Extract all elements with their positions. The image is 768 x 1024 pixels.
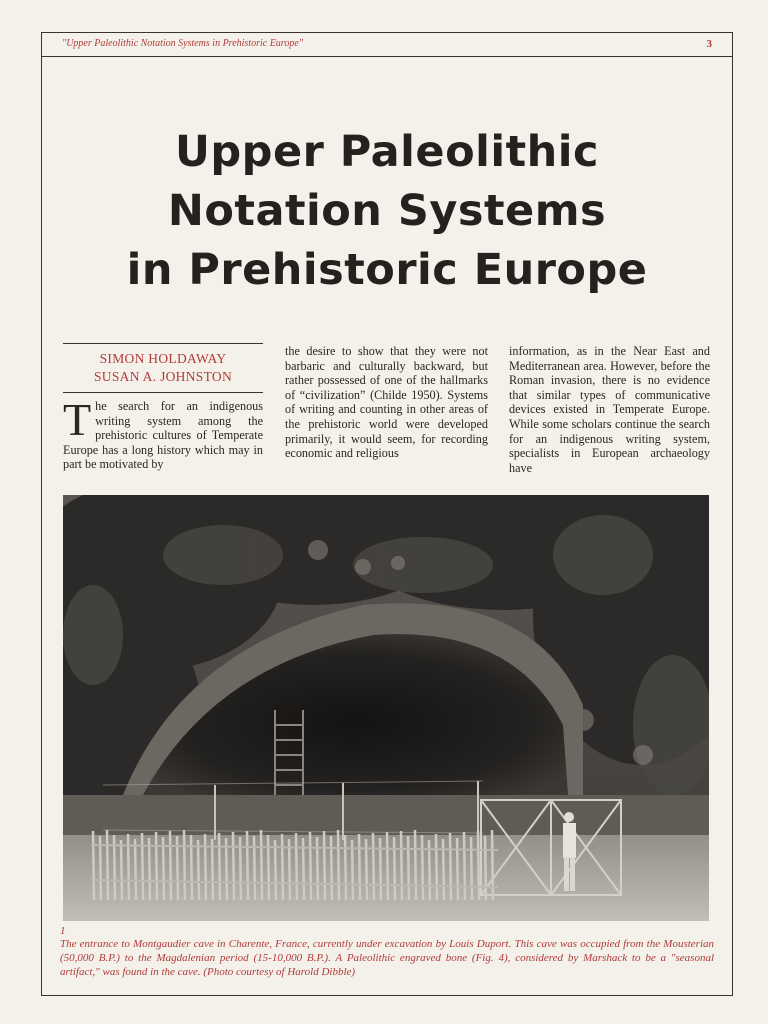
caption-text: The entrance to Montgaudier cave in Charente, France, currently under excavation by Louis Duport. This cave was occupied from the Mousterian (50,000 B.P.) to the Magdalenian period (15-10,000 B.P.). A Paleolithic engraved bone (Fig. 4), considered by Marshack to be a "seasonal artifact," was found in the cave. (Photo courtesy of Harold Dibble) <box>60 938 714 979</box>
cave-photo-illustration <box>63 495 709 921</box>
author-name: SUSAN A. JOHNSTON <box>93 369 232 384</box>
body-text: information, as in the Near East and Mediterranean area. However, before the Roman invasion, there is no evidence that similar types of communicative devices existed in Temperate Europe. While some scholars continue the search for an indigenous writing system, specialists in European archaeology have <box>509 344 710 475</box>
author-name: SIMON HOLDAWAY <box>99 351 227 366</box>
body-text: he search for an indigenous writing system among the prehistoric cultures of Temperate Europe has a long history which may in part be motivated by <box>63 399 263 472</box>
title-line-2: Notation Systems <box>167 186 607 236</box>
figure-caption <box>60 925 714 980</box>
author-block <box>63 343 263 393</box>
body-column-2 <box>285 344 488 461</box>
drop-cap: T <box>63 394 92 445</box>
title-line-1: Upper Paleolithic <box>174 127 599 177</box>
running-title: "Upper Paleolithic Notation Systems in Prehistoric Europe" <box>62 38 303 49</box>
body-column-1 <box>63 394 263 472</box>
title-line-3: in Prehistoric Europe <box>126 245 648 295</box>
body-text: the desire to show that they were not barbaric and culturally backward, but rather possessed of one of the hallmarks of “civilization” (Childe 1950). Systems of writing and counting in other areas of the prehistoric world were developed primarily, it would seem, for recording economic and religious <box>285 344 488 461</box>
figure-number: 1 <box>60 925 66 937</box>
article-title <box>42 123 732 300</box>
cave-entrance-photo <box>63 495 709 921</box>
body-column-3 <box>509 344 710 475</box>
running-head <box>42 33 732 57</box>
page-number: 3 <box>706 38 712 50</box>
page-frame <box>41 32 733 996</box>
